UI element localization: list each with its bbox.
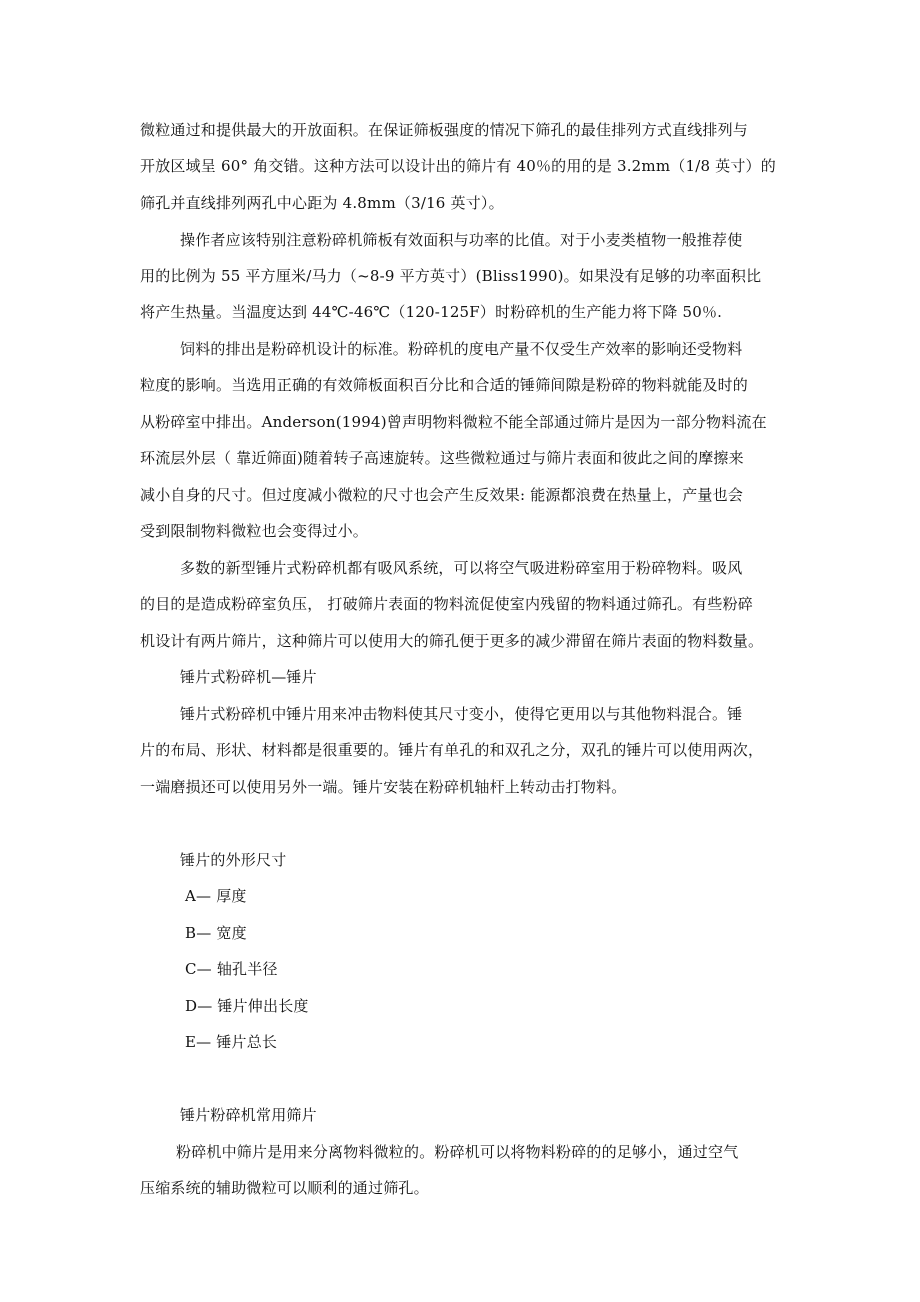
text-line: 压缩系统的辅助微粒可以顺利的通过筛孔。 (140, 1179, 429, 1197)
list-item: E— 锤片总长 (185, 1033, 278, 1051)
text-line: 机设计有两片筛片，这种筛片可以使用大的筛孔便于更多的减少滞留在筛片表面的物料数量。 (140, 632, 764, 650)
section-heading: 锤片式粉碎机—锤片 (180, 668, 317, 686)
list-item: D— 锤片伸出长度 (185, 997, 309, 1015)
text-line: 减小自身的尺寸。但过度减小微粒的尺寸也会产生反效果: 能源都浪费在热量上，产量也会 (140, 486, 744, 504)
text-line: 一端磨损还可以使用另外一端。锤片安装在粉碎机轴杆上转动击打物料。 (140, 778, 627, 796)
list-item: B— 宽度 (185, 924, 247, 942)
list-item: C— 轴孔半径 (185, 960, 278, 978)
text-line: 环流层外层（ 靠近筛面)随着转子高速旋转。这些微粒通过与筛片表面和彼此之间的摩擦来 (140, 449, 744, 467)
text-line: 片的布局、形状、材料都是很重要的。锤片有单孔的和双孔之分，双孔的锤片可以使用两次， (140, 741, 764, 759)
text-line: 从粉碎室中排出。Anderson(1994)曾声明物料微粒不能全部通过筛片是因为一部分物料流在 (140, 413, 767, 431)
text-line: 锤片式粉碎机中锤片用来冲击物料使其尺寸变小，使得它更用以与其他物料混合。锤 (180, 705, 743, 723)
text-line: 的目的是造成粉碎室负压， 打破筛片表面的物料流促使室内残留的物料通过筛孔。有些粉碎 (140, 595, 753, 613)
text-line: 受到限制物料微粒也会变得过小。 (140, 522, 369, 540)
text-line: 饲料的排出是粉碎机设计的标准。粉碎机的度电产量不仅受生产效率的影响还受物料 (180, 340, 743, 358)
text-line: 操作者应该特别注意粉碎机筛板有效面积与功率的比值。对于小麦类植物一般推荐使 (180, 231, 743, 249)
section-heading: 锤片粉碎机常用筛片 (180, 1106, 317, 1124)
text-line: 用的比例为 55 平方厘米/马力（~8-9 平方英寸）(Bliss1990)。如果没有足够的功率面积比 (140, 267, 762, 285)
text-line: 筛孔并直线排列两孔中心距为 4.8mm（3/16 英寸）。 (140, 194, 504, 212)
text-line: 微粒通过和提供最大的开放面积。在保证筛板强度的情况下筛孔的最佳排列方式直线排列与 (140, 121, 749, 139)
list-item: A— 厚度 (185, 887, 247, 905)
list-heading: 锤片的外形尺寸 (180, 851, 287, 869)
text-line: 多数的新型锤片式粉碎机都有吸风系统，可以将空气吸进粉碎室用于粉碎物料。吸风 (180, 559, 743, 577)
text-line: 粉碎机中筛片是用来分离物料微粒的。粉碎机可以将物料粉碎的的足够小，通过空气 (176, 1143, 739, 1161)
text-line: 粒度的影响。当选用正确的有效筛板面积百分比和合适的锤筛间隙是粉碎的物料就能及时的 (140, 376, 749, 394)
text-line: 开放区域呈 60° 角交错。这种方法可以设计出的筛片有 40％的用的是 3.2mm（1/8 英寸）的 (140, 157, 776, 175)
text-line: 将产生热量。当温度达到 44℃-46℃（120-125F）时粉碎机的生产能力将下降 50％. (140, 303, 723, 321)
